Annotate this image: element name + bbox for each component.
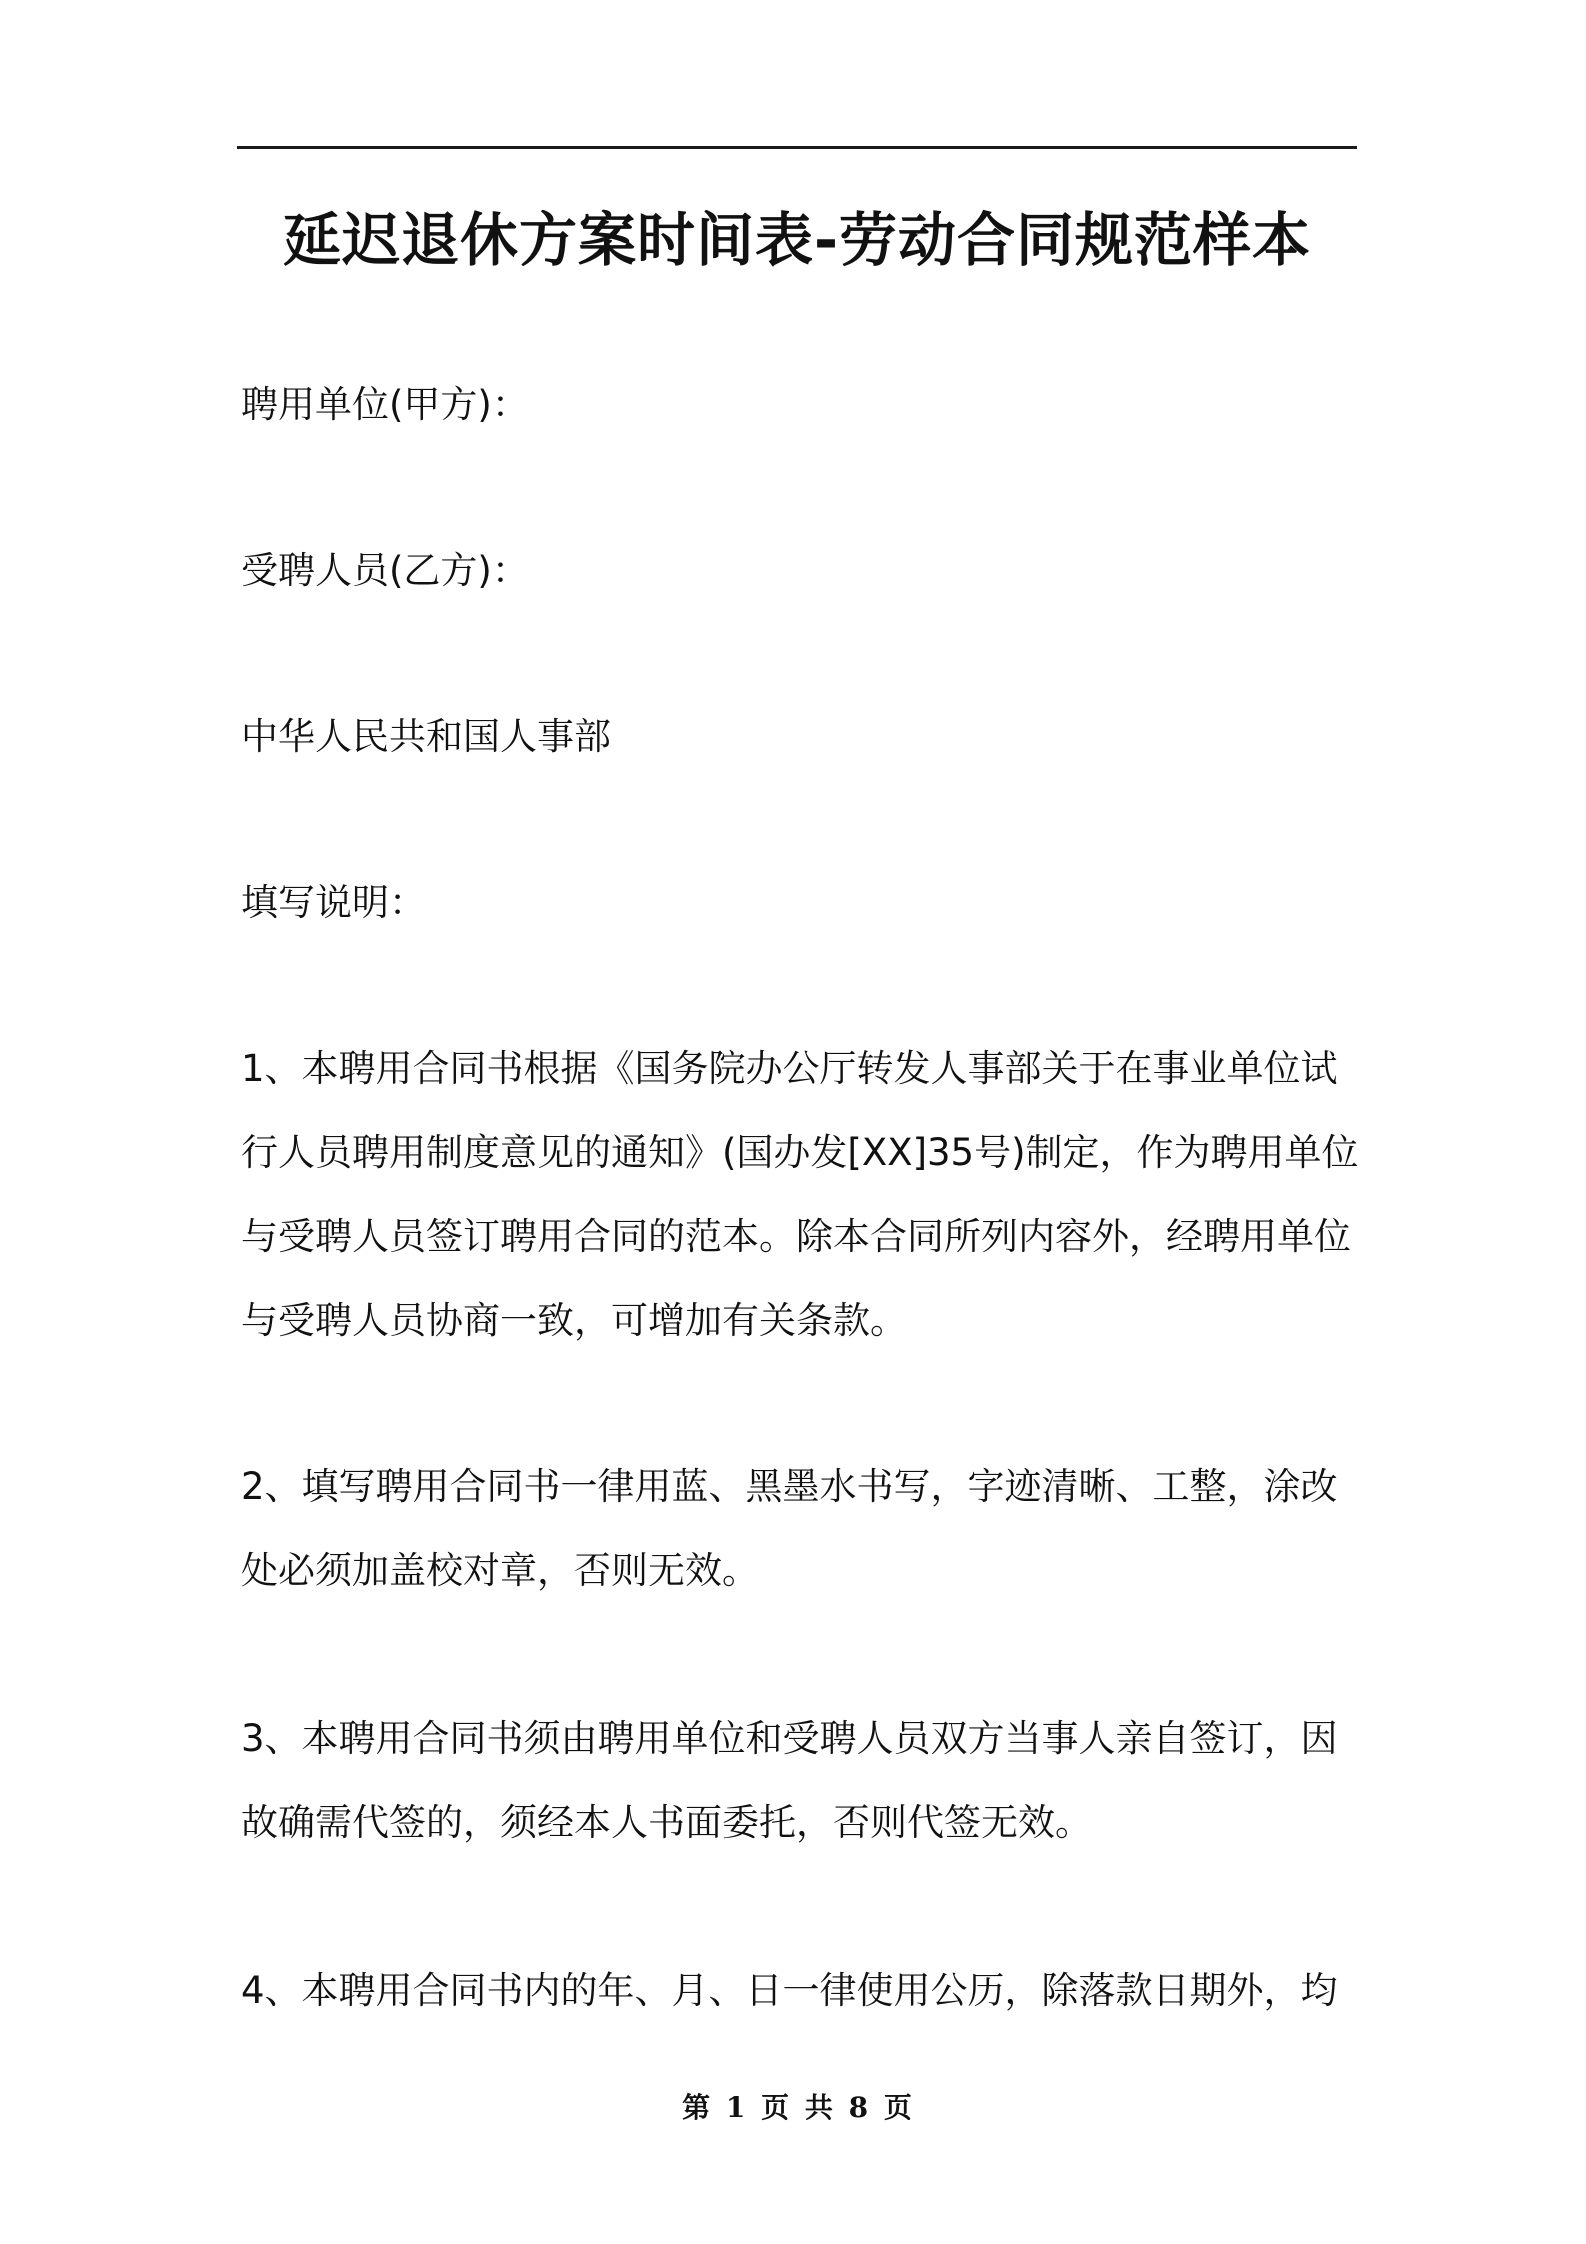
instruction-item-4 bbox=[241, 1949, 1355, 2033]
paragraph-line: 故确需代签的，须经本人书面委托，否则代签无效。 bbox=[241, 1801, 1092, 1844]
instructions-heading: 填写说明： bbox=[241, 881, 426, 924]
header-rule bbox=[237, 146, 1357, 149]
instruction-item-1 bbox=[241, 1027, 1359, 1363]
employee-field: 受聘人员(乙方)： bbox=[241, 549, 529, 592]
paragraph-line: 与受聘人员签订聘用合同的范本。除本合同所列内容外，经聘用单位 bbox=[241, 1215, 1351, 1258]
paragraph-line: 3、本聘用合同书须由聘用单位和受聘人员双方当事人亲自签订，因 bbox=[241, 1717, 1338, 1760]
paragraph-line: 1、本聘用合同书根据《国务院办公厅转发人事部关于在事业单位试 bbox=[241, 1047, 1338, 1090]
paragraph-line: 行人员聘用制度意见的通知》(国办发[XX]35号)制定，作为聘用单位 bbox=[241, 1131, 1359, 1174]
paragraph-line: 4、本聘用合同书内的年、月、日一律使用公历，除落款日期外，均 bbox=[241, 1969, 1338, 2012]
employer-field: 聘用单位(甲方)： bbox=[241, 383, 529, 426]
instruction-item-2 bbox=[241, 1445, 1355, 1613]
paragraph-line: 处必须加盖校对章，否则无效。 bbox=[241, 1549, 759, 1592]
paragraph-line: 与受聘人员协商一致，可增加有关条款。 bbox=[241, 1299, 907, 1342]
page-footer: 第 1 页 共 8 页 bbox=[682, 2091, 912, 2124]
document-title: 延迟退休方案时间表-劳动合同规范样本 bbox=[282, 206, 1312, 274]
instruction-item-3 bbox=[241, 1697, 1355, 1865]
paragraph-line: 2、填写聘用合同书一律用蓝、黑墨水书写，字迹清晰、工整，涂改 bbox=[241, 1465, 1338, 1508]
issuer-line: 中华人民共和国人事部 bbox=[241, 715, 611, 758]
